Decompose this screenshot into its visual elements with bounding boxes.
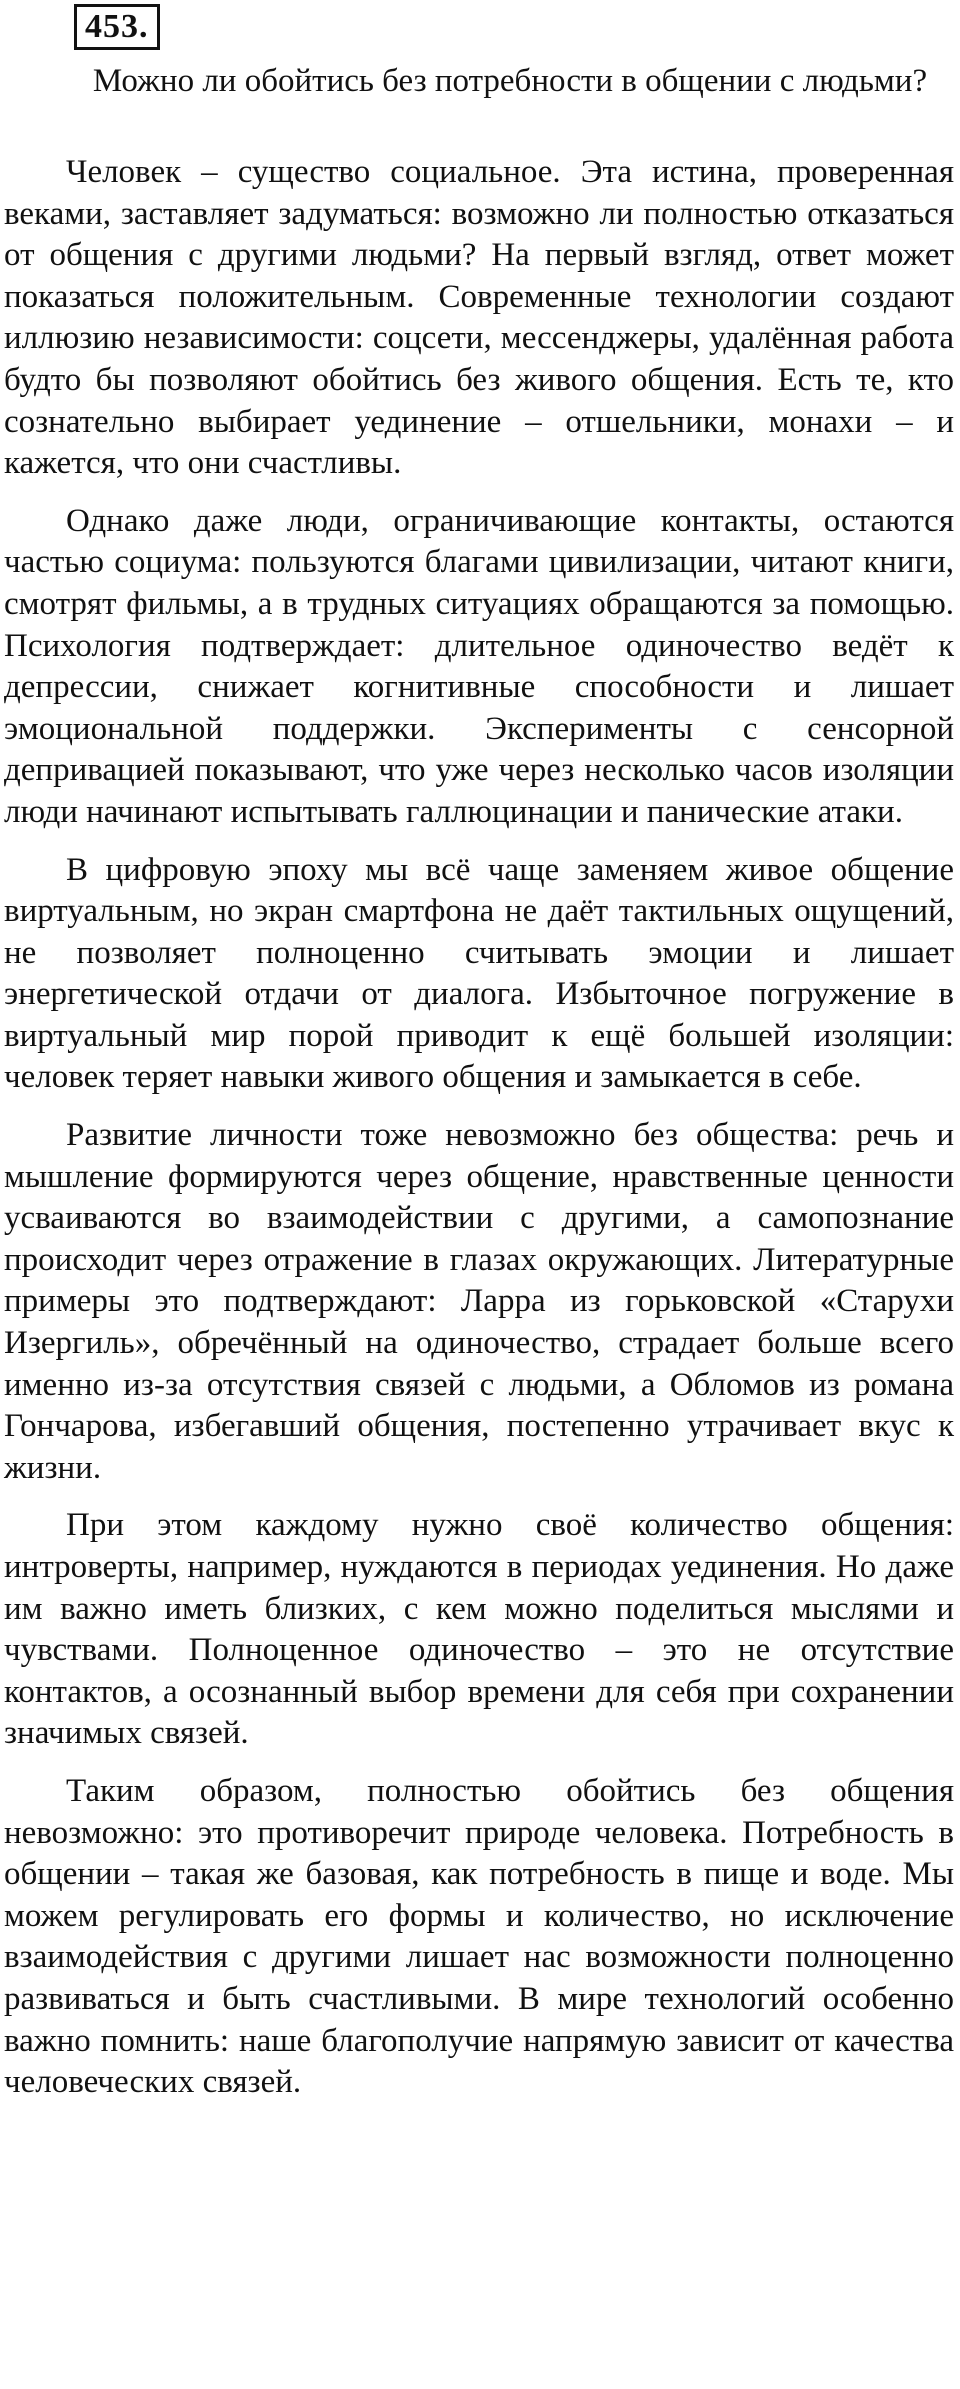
exercise-number: 453.: [74, 4, 160, 50]
essay-title: Можно ли обойтись без потребности в общении с людьми?: [92, 63, 928, 99]
paragraph-1: Человек – существо социальное. Эта истина, проверенная веками, заставляет задуматься: возможно ли полностью отказаться от общения с другими людьми? На первый взгляд, ответ может показаться положительным. Современные технологии создают иллюзию независимости: соцсети, мессенджеры, удалённая работа будто бы позволяют обойтись без живого общения. Есть те, кто сознательно выбирает уединение – отшельники, монахи – и кажется, что они счастливы.: [4, 154, 954, 482]
paragraph-2: Однако даже люди, ограничивающие контакты, остаются частью социума: пользуются благами цивилизации, читают книги, смотрят фильмы, а в трудных ситуациях обращаются за помощью. Психология подтверждает: длительное одиночество ведёт к депрессии, снижает когнитивные способности и лишает эмоциональной поддержки. Эксперименты с сенсорной депривацией показывают, что уже через несколько часов изоляции люди начинают испытывать галлюцинации и панические атаки.: [4, 502, 954, 830]
paragraph-6: Таким образом, полностью обойтись без общения невозможно: это противоречит природе человека. Потребность в общении – такая же базовая, как потребность в пище и воде. Мы можем регулировать его формы и количество, но исключение взаимодействия с другими лишает нас возможности полноценно развиваться и быть счастливыми. В мире технологий особенно важно помнить: наше благополучие напрямую зависит от качества человеческих связей.: [4, 1772, 954, 2101]
paragraph-5: При этом каждому нужно своё количество общения: интроверты, например, нуждаются в периодах уединения. Но даже им важно иметь близких, с кем можно поделиться мыслями и чувствами. Полноценное одиночество – это не отсутствие контактов, а осознанный выбор времени для себя при сохранении значимых связей.: [4, 1507, 954, 1752]
paragraph-3: В цифровую эпоху мы всё чаще заменяем живое общение виртуальным, но экран смартфона не даёт тактильных ощущений, не позволяет полноценно считывать эмоции и лишает энергетической отдачи от диалога. Избыточное погружение в виртуальный мир порой приводит к ещё большей изоляции: человек теряет навыки живого общения и замыкается в себе.: [4, 851, 954, 1096]
paragraph-4: Развитие личности тоже невозможно без общества: речь и мышление формируются через общение, нравственные ценности усваиваются во взаимодействии с другими, а самопознание происходит через отражение в глазах окружающих. Литературные примеры это подтверждают: Ларра из горьковской «Старухи Изергиль», обречённый на одиночество, страдает больше всего именно из-за отсутствия связей с людьми, а Обломов из романа Гончарова, избегавший общения, постепенно утрачивает вкус к жизни.: [4, 1117, 954, 1486]
essay-body: [4, 152, 954, 2120]
